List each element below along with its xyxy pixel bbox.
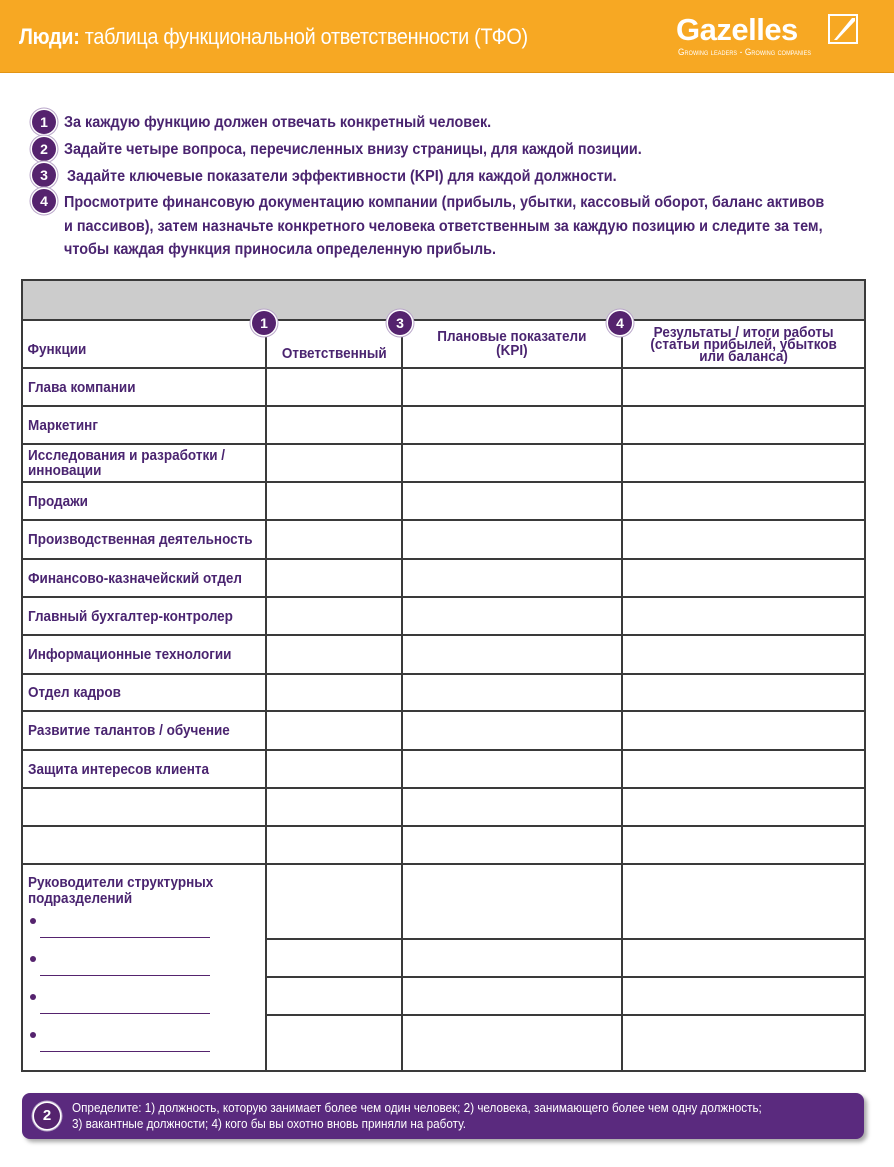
gray-band-cell: [22, 280, 865, 320]
instruction-2: Задайте четыре вопроса, перечисленных внизу страницы, для каждой позиции.: [64, 141, 642, 158]
kpi-cell[interactable]: [402, 368, 622, 406]
page-title: Люди: таблица функциональной ответственности (ТФО): [19, 24, 528, 49]
responsible-cell[interactable]: [266, 635, 402, 674]
function-label: Финансово-казначейский отдел: [28, 569, 242, 587]
kpi-cell[interactable]: [402, 864, 622, 939]
results-cell[interactable]: [622, 482, 865, 520]
kpi-cell[interactable]: [402, 788, 622, 826]
results-cell[interactable]: [622, 674, 865, 711]
responsible-cell[interactable]: [266, 597, 402, 635]
responsibility-table: [21, 279, 866, 1072]
function-cell: [22, 520, 266, 559]
function-cell[interactable]: [22, 788, 266, 826]
function-label: Отдел кадров: [28, 684, 121, 701]
leader-entry-line[interactable]: [40, 975, 210, 976]
results-cell[interactable]: [622, 750, 865, 788]
table-gray-band: [22, 280, 865, 320]
results-cell[interactable]: [622, 368, 865, 406]
responsible-cell[interactable]: [266, 674, 402, 711]
responsible-cell[interactable]: [266, 520, 402, 559]
responsible-cell[interactable]: [266, 864, 402, 939]
results-cell[interactable]: [622, 1015, 865, 1071]
kpi-cell[interactable]: [402, 674, 622, 711]
gazelles-logo: [676, 12, 876, 64]
leader-entry-line[interactable]: [40, 1051, 210, 1052]
results-cell[interactable]: [622, 711, 865, 750]
function-cell: [22, 597, 266, 635]
table-row: [22, 711, 865, 750]
header-functions-label: Функции: [27, 341, 87, 358]
table-row: [22, 788, 865, 826]
kpi-cell[interactable]: [402, 1015, 622, 1071]
table-row: [22, 635, 865, 674]
responsible-cell[interactable]: [266, 826, 402, 864]
kpi-cell[interactable]: [402, 711, 622, 750]
function-label: Продажи: [28, 492, 88, 510]
function-cell: [22, 559, 266, 597]
results-cell[interactable]: [622, 635, 865, 674]
kpi-cell[interactable]: [402, 597, 622, 635]
leaders-title: Руководители структурных подразделений: [28, 874, 214, 907]
footer-note: [22, 1093, 864, 1139]
function-cell: [22, 444, 266, 482]
instruction-4-line-3: чтобы каждая функция приносила определенную прибыль.: [64, 241, 496, 258]
footer-step-number: 2: [34, 1103, 60, 1129]
responsible-cell[interactable]: [266, 406, 402, 444]
function-label: Информационные технологии: [28, 646, 232, 663]
instruction-4-line-2: и пассивов), затем назначьте конкретного человека ответственным за каждую позицию и следите за тем,: [64, 218, 823, 235]
responsible-cell[interactable]: [266, 368, 402, 406]
table-row: [22, 559, 865, 597]
function-label: Глава компании: [28, 378, 136, 396]
function-label: Защита интересов клиента: [28, 760, 210, 778]
responsible-cell[interactable]: [266, 939, 402, 977]
step-number-3: 3: [32, 163, 56, 187]
header-results-label: Результаты / итоги работы (статьи прибылей, убытков или баланса): [650, 324, 837, 365]
table-row: [22, 520, 865, 559]
function-cell: [22, 711, 266, 750]
results-cell[interactable]: [622, 406, 865, 444]
header-responsible: [260, 315, 402, 368]
table-row: [22, 674, 865, 711]
header-bar: [0, 0, 894, 73]
kpi-cell[interactable]: [402, 826, 622, 864]
bullet-icon: [30, 1032, 36, 1038]
kpi-cell[interactable]: [402, 559, 622, 597]
step-number-2: 2: [32, 137, 56, 161]
results-cell[interactable]: [622, 826, 865, 864]
table-header-row: [22, 320, 865, 368]
results-cell[interactable]: [622, 597, 865, 635]
results-cell[interactable]: [622, 788, 865, 826]
logo-name: Gazelles: [676, 12, 798, 47]
results-cell[interactable]: [622, 939, 865, 977]
header-results: [616, 315, 865, 368]
instruction-4-line-1: Просмотрите финансовую документацию компании (прибыль, убытки, кассовый оборот, баланс активов: [64, 194, 825, 211]
function-label: Исследования и разработки / инновации: [28, 446, 226, 479]
responsible-cell[interactable]: [266, 977, 402, 1015]
leader-entry-line[interactable]: [40, 937, 210, 938]
footer-text: [72, 1100, 762, 1132]
function-cell: [22, 406, 266, 444]
header-kpi-label: Плановые показатели (KPI): [437, 327, 587, 359]
kpi-cell[interactable]: [402, 406, 622, 444]
kpi-cell[interactable]: [402, 939, 622, 977]
bullet-icon: [30, 918, 36, 924]
responsible-cell[interactable]: [266, 559, 402, 597]
function-label: Маркетинг: [28, 416, 98, 434]
function-cell: [22, 482, 266, 520]
kpi-cell[interactable]: [402, 977, 622, 1015]
kpi-cell[interactable]: [402, 750, 622, 788]
bullet-icon: [30, 956, 36, 962]
step-number-4: 4: [32, 189, 56, 213]
table-row: [22, 444, 865, 482]
responsible-cell[interactable]: [266, 482, 402, 520]
results-cell[interactable]: [622, 520, 865, 559]
function-label: Главный бухгалтер-контролер: [28, 607, 233, 625]
step-number-1: 1: [32, 110, 56, 134]
table-row: [22, 826, 865, 864]
kpi-cell[interactable]: [402, 444, 622, 482]
leader-entry-line[interactable]: [40, 1013, 210, 1014]
results-cell[interactable]: [622, 864, 865, 939]
bullet-icon: [30, 994, 36, 1000]
function-label: Производственная деятельность: [28, 531, 253, 548]
header-functions: [22, 320, 266, 368]
responsible-cell[interactable]: [266, 444, 402, 482]
function-cell: [22, 674, 266, 711]
header-responsible-label: Ответственный: [281, 345, 387, 362]
function-cell: [22, 635, 266, 674]
footer-line-2: 3) вакантные должности; 4) кого бы вы охотно вновь приняли на работу.: [72, 1116, 467, 1131]
function-label: Развитие талантов / обучение: [28, 722, 230, 739]
header-kpi: [396, 315, 622, 368]
responsible-cell[interactable]: [266, 750, 402, 788]
kpi-cell[interactable]: [402, 482, 622, 520]
function-cell[interactable]: [22, 826, 266, 864]
results-cell[interactable]: [622, 444, 865, 482]
responsible-cell[interactable]: [266, 711, 402, 750]
table-row: [22, 406, 865, 444]
header-number-3: 3: [388, 311, 412, 335]
table-row: [22, 597, 865, 635]
leaders-cell: [22, 864, 266, 1071]
table-row: [22, 368, 865, 406]
function-cell: [22, 368, 266, 406]
gazelle-mark-icon: [828, 14, 858, 44]
responsible-cell[interactable]: [266, 788, 402, 826]
responsible-cell[interactable]: [266, 1015, 402, 1071]
kpi-cell[interactable]: [402, 635, 622, 674]
table-row: [22, 750, 865, 788]
kpi-cell[interactable]: [402, 520, 622, 559]
leaders-row: [22, 864, 865, 939]
instruction-3: Задайте ключевые показатели эффективности (KPI) для каждой должности.: [67, 168, 617, 185]
table-row: [22, 482, 865, 520]
header-number-1: 1: [252, 311, 276, 335]
results-cell[interactable]: [622, 977, 865, 1015]
footer-line-1: Определите: 1) должность, которую занимает более чем один человек; 2) человека, занимающего более чем одну должность;: [72, 1100, 762, 1115]
header-number-4: 4: [608, 311, 632, 335]
function-cell: [22, 750, 266, 788]
logo-tagline: Growing leaders - Growing companies: [678, 47, 812, 57]
instruction-1: За каждую функцию должен отвечать конкретный человек.: [64, 114, 492, 131]
results-cell[interactable]: [622, 559, 865, 597]
